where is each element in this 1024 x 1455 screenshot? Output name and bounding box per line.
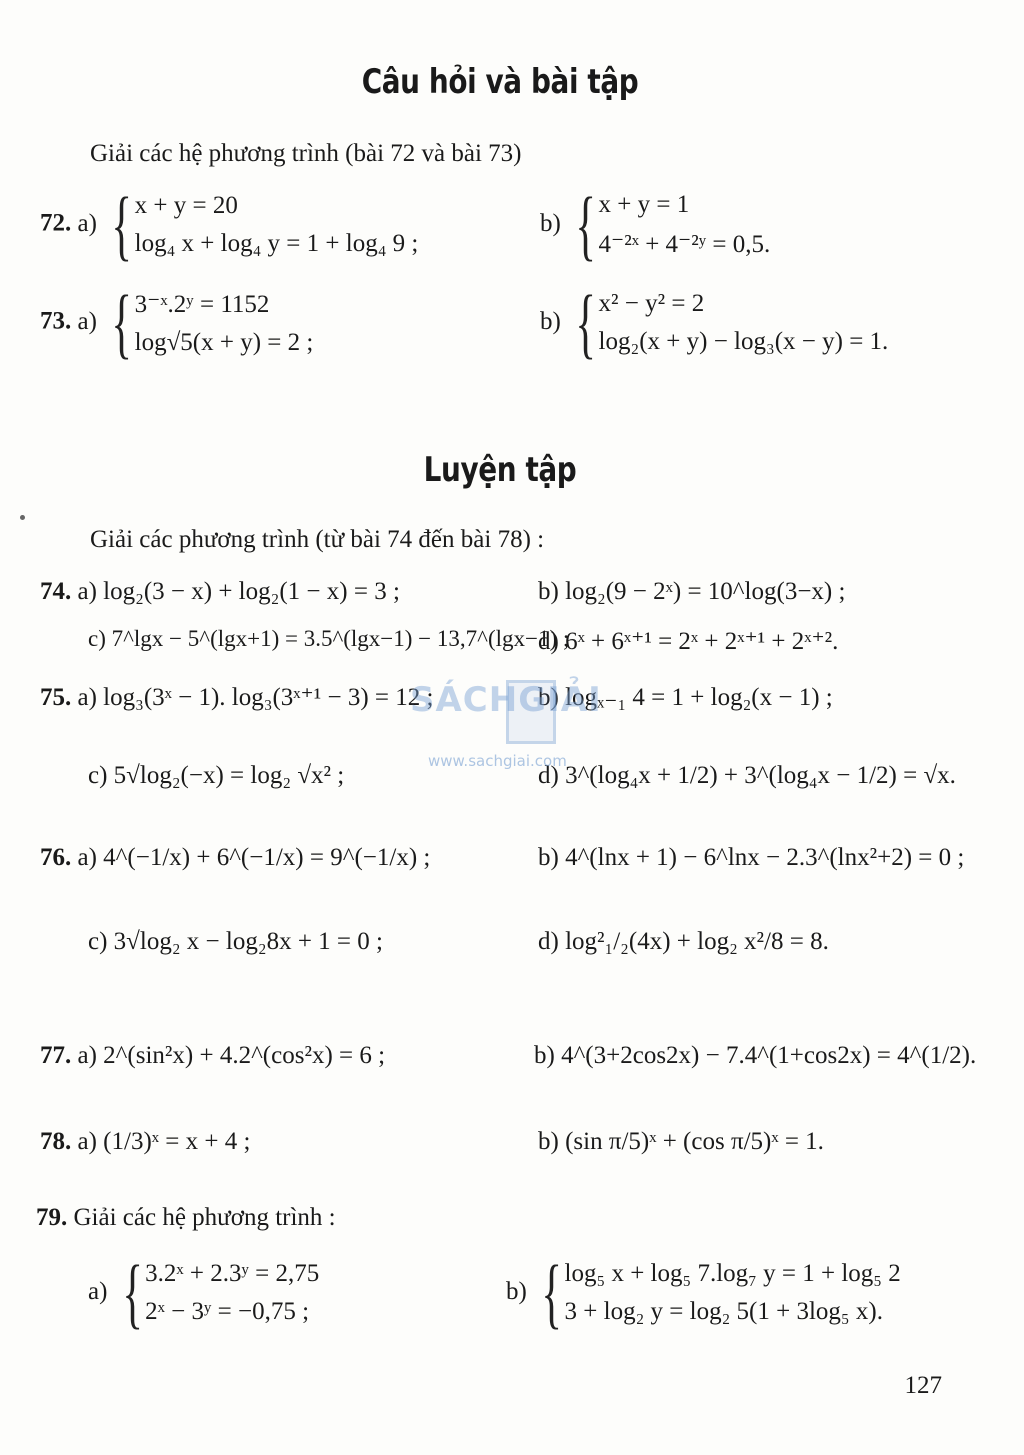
exercise-number: 72. xyxy=(40,209,72,237)
system-line: x + y = 20 xyxy=(134,192,238,219)
equation: a) log₂(3 − x) + log₂(1 − x) = 3 ; xyxy=(77,578,400,605)
part-label: b) xyxy=(506,1277,527,1305)
exercise-74-c: c) 7^lgx − 5^(lgx+1) = 3.5^(lgx−1) − 13,7^(lgx−1) ; xyxy=(88,626,570,651)
exercise-number: 77. xyxy=(40,1042,72,1069)
exercise-number: 75. xyxy=(40,684,72,711)
exercise-77-a xyxy=(40,1042,385,1070)
equation-system xyxy=(571,181,771,268)
brace-icon: { xyxy=(575,181,597,268)
exercise-75-b: b) logₓ₋₁ 4 = 1 + log₂(x − 1) ; xyxy=(538,684,833,711)
exercise-77-b: b) 4^(3+2cos2x) − 7.4^(1+cos2x) = 4^(1/2). xyxy=(534,1042,977,1069)
exercise-76-d: d) log²₁/₂(4x) + log₂ x²/8 = 8. xyxy=(538,928,829,955)
exercise-75-c: c) 5√log₂(−x) = log₂ √x² ; xyxy=(88,762,345,789)
system-line: 3⁻ˣ.2ʸ = 1152 xyxy=(134,291,270,318)
equation-system xyxy=(107,279,314,366)
equation: a) 4^(−1/x) + 6^(−1/x) = 9^(−1/x) ; xyxy=(77,844,431,871)
intro-systems: Giải các hệ phương trình (bài 72 và bài 73) xyxy=(90,140,522,167)
brace-icon: { xyxy=(111,279,133,366)
equation-system xyxy=(118,1249,320,1336)
equation: a) 2^(sin²x) + 4.2^(cos²x) = 6 ; xyxy=(77,1042,386,1069)
exercise-72-a xyxy=(40,181,419,268)
exercise-79-b xyxy=(506,1249,901,1336)
system-line: x + y = 1 xyxy=(598,191,690,218)
exercise-74-d: d) 6ˣ + 6ˣ⁺¹ = 2ˣ + 2ˣ⁺¹ + 2ˣ⁺². xyxy=(538,628,839,655)
equation-system xyxy=(107,181,419,268)
scan-dot xyxy=(20,515,25,520)
exercise-instruction: Giải các hệ phương trình : xyxy=(73,1204,336,1231)
system-line: 3.2ˣ + 2.3ʸ = 2,75 xyxy=(145,1260,320,1287)
part-label: b) xyxy=(540,307,561,335)
exercise-79-title xyxy=(36,1204,336,1232)
exercise-number: 79. xyxy=(36,1204,68,1231)
heading-questions: Câu hỏi và bài tập xyxy=(361,62,639,102)
system-line: x² − y² = 2 xyxy=(598,290,705,317)
watermark-url[interactable]: www.sachgiai.com xyxy=(428,752,567,770)
watermark xyxy=(410,680,620,770)
brace-icon: { xyxy=(122,1249,143,1336)
exercise-72-b xyxy=(540,181,771,268)
equation-system xyxy=(571,279,889,366)
system-line: log₅ x + log₅ 7.log₇ y = 1 + log₅ 2 xyxy=(564,1260,901,1287)
page-number: 127 xyxy=(904,1372,942,1399)
equation: a) log₃(3ˣ − 1). log₃(3ˣ⁺¹ − 3) = 12 ; xyxy=(77,684,434,711)
exercise-73-a xyxy=(40,279,314,366)
watermark-logo: SÁCHGIẢI xyxy=(410,680,602,720)
exercise-76-c: c) 3√log₂ x − log₂8x + 1 = 0 ; xyxy=(88,928,383,955)
system-line: log₄ x + log₄ y = 1 + log₄ 9 ; xyxy=(134,230,419,257)
exercise-number: 76. xyxy=(40,844,72,871)
exercise-75-d: d) 3^(log₄x + 1/2) + 3^(log₄x − 1/2) = √x. xyxy=(538,762,956,789)
equation: a) (1/3)ˣ = x + 4 ; xyxy=(77,1128,251,1155)
exercise-74-b: b) log₂(9 − 2ˣ) = 10^log(3−x) ; xyxy=(538,578,846,605)
exercise-73-b xyxy=(540,279,889,366)
exercise-79-a xyxy=(88,1249,320,1336)
part-label: b) xyxy=(540,209,561,237)
brace-icon: { xyxy=(111,181,133,268)
system-line: 2ˣ − 3ʸ = −0,75 ; xyxy=(145,1298,310,1325)
exercise-number: 74. xyxy=(40,578,72,605)
exercise-number: 78. xyxy=(40,1128,72,1155)
exercise-75-a xyxy=(40,682,433,712)
exercise-number: 73. xyxy=(40,307,72,335)
system-line: log₂(x + y) − log₃(x − y) = 1. xyxy=(598,328,889,355)
exercise-78-b: b) (sin π/5)ˣ + (cos π/5)ˣ = 1. xyxy=(538,1128,824,1155)
exercise-78-a xyxy=(40,1128,250,1156)
exercise-76-b: b) 4^(lnx + 1) − 6^lnx − 2.3^(lnx²+2) = 0 ; xyxy=(538,844,965,871)
part-label: a) xyxy=(88,1277,108,1305)
brace-icon: { xyxy=(575,279,597,366)
part-label: a) xyxy=(77,307,97,335)
brace-icon: { xyxy=(541,1249,563,1336)
intro-equations: Giải các phương trình (từ bài 74 đến bài 78) : xyxy=(90,526,545,553)
exercise-76-a xyxy=(40,844,430,872)
heading-practice: Luyện tập xyxy=(423,450,577,490)
system-line: 4⁻²ˣ + 4⁻²ʸ = 0,5. xyxy=(598,231,771,258)
equation-system xyxy=(537,1249,901,1336)
system-line: log√5(x + y) = 2 ; xyxy=(134,329,314,356)
part-label: a) xyxy=(77,209,97,237)
system-line: 3 + log₂ y = log₂ 5(1 + 3log₅ x). xyxy=(564,1298,883,1325)
exercise-74-a xyxy=(40,578,400,606)
